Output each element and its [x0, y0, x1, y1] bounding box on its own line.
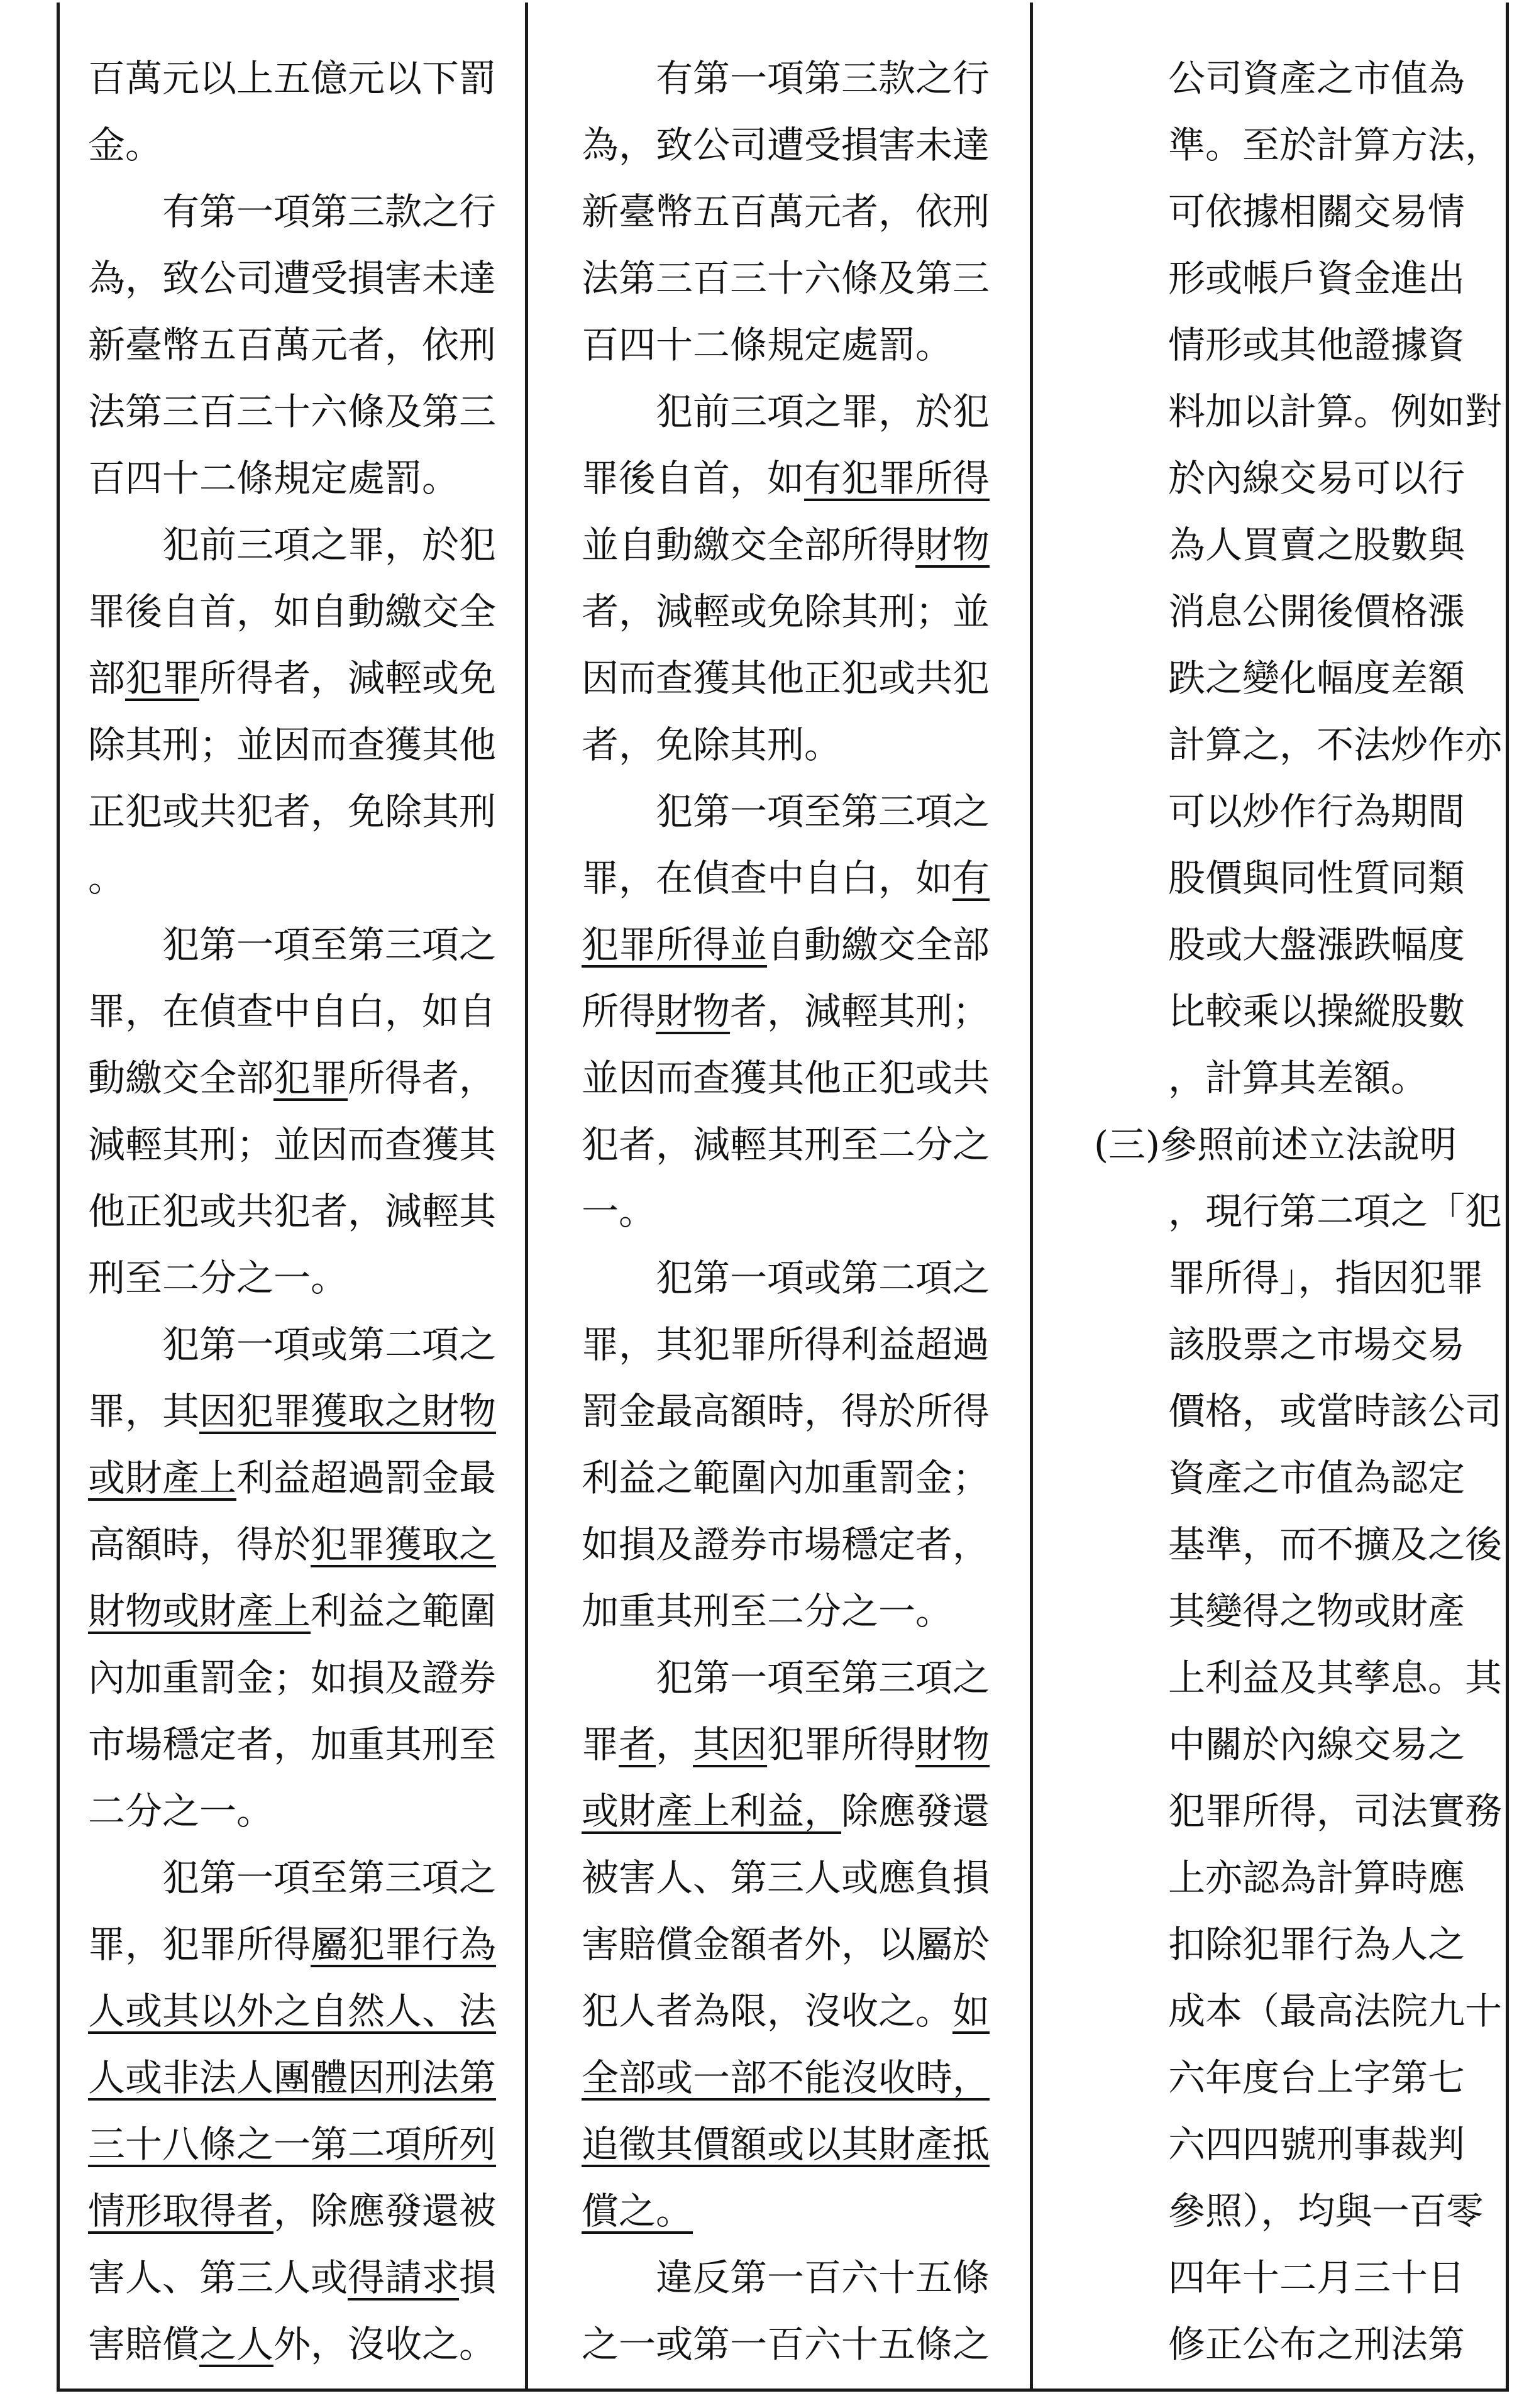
text-segment: 參照），均與一百零	[1094, 2189, 1484, 2233]
text-segment: 如損及證券市場穩定者，	[582, 1523, 990, 1566]
text-line	[1094, 978, 1490, 1045]
text-line	[1094, 2178, 1490, 2245]
underlined-amendment: 人或非法人團體因刑法第	[88, 2056, 497, 2099]
text-segment: 扣除犯罪行為人之	[1094, 1923, 1466, 1966]
text-segment: 於內線交易可以行	[1094, 456, 1466, 500]
text-segment: 基準，而不擴及之後	[1094, 1523, 1503, 1566]
text-line	[88, 179, 503, 245]
text-segment: 一。	[582, 1190, 656, 1233]
underlined-amendment: 全部或一部不能沒收時，	[582, 2056, 990, 2099]
text-line	[1094, 1112, 1490, 1178]
text-segment: 所得者，減輕或免	[199, 656, 497, 700]
text-segment: 動繳交全部	[88, 1056, 274, 1100]
text-segment: 上利益及其孳息。其	[1094, 1656, 1503, 1699]
text-line	[1094, 1045, 1490, 1112]
text-line	[582, 512, 996, 578]
text-segment: 因而查獲其他正犯或共犯	[582, 656, 990, 700]
text-line	[582, 1778, 996, 1845]
text-segment: 準。至於計算方法，	[1094, 123, 1503, 167]
underlined-amendment: 有	[952, 856, 990, 900]
text-line	[88, 1378, 503, 1445]
text-line	[1094, 1445, 1490, 1511]
text-segment: 自動繳交全部	[767, 923, 990, 966]
text-line	[88, 378, 503, 445]
text-segment: 形或帳戶資金進出	[1094, 257, 1466, 300]
text-line	[582, 179, 996, 245]
text-segment: 罪所得」，指因犯罪	[1094, 1256, 1484, 1300]
text-segment: 犯第一項至第三項之	[88, 1856, 497, 1899]
underlined-amendment: 財物	[915, 1723, 990, 1766]
text-line	[1094, 2045, 1490, 2111]
text-line	[582, 1445, 996, 1511]
text-line	[1094, 1845, 1490, 1911]
text-segment: 為人買賣之股數與	[1094, 523, 1466, 566]
text-segment: 者，減輕或免除其刑；並	[582, 590, 990, 633]
text-segment: ，現行第二項之「犯	[1094, 1190, 1503, 1233]
text-line	[1094, 1911, 1490, 1978]
text-line	[582, 2245, 996, 2311]
text-segment: 犯第一項至第三項之	[88, 923, 497, 966]
text-line	[582, 1978, 996, 2045]
text-segment: 利益超過罰金最	[236, 1456, 497, 1499]
text-segment: 罪，其	[88, 1389, 200, 1433]
text-segment: 並自動繳交全部所得	[582, 523, 916, 566]
text-line	[582, 312, 996, 378]
text-line	[582, 1178, 996, 1245]
text-segment: 資產之市值為認定	[1094, 1456, 1466, 1499]
text-line	[1094, 378, 1503, 445]
text-segment: 為，致公司遭受損害未達	[88, 257, 497, 300]
text-segment: 罪	[582, 1723, 619, 1766]
text-segment: 跌之變化幅度差額	[1094, 656, 1466, 700]
text-line	[88, 1778, 503, 1845]
text-segment: 價格，或當時該公司	[1094, 1389, 1503, 1433]
text-line	[582, 912, 996, 978]
underlined-amendment: 犯罪	[273, 1056, 348, 1100]
text-line	[1094, 1178, 1503, 1245]
text-line	[88, 1845, 503, 1911]
text-line	[582, 845, 996, 912]
text-segment: 罰金最高額時，得於所得	[582, 1389, 990, 1433]
text-segment: 有第一項第三款之行	[88, 190, 497, 233]
text-segment: 情形或其他證據資	[1094, 323, 1466, 367]
text-line	[582, 445, 996, 512]
text-line	[582, 1911, 996, 1978]
text-line	[582, 1112, 996, 1178]
text-line	[88, 245, 503, 312]
text-line	[88, 712, 503, 778]
text-line	[582, 1711, 996, 1778]
text-segment: 公司資產之市值為	[1094, 57, 1466, 100]
text-segment: ，計算其差額。	[1094, 1056, 1428, 1100]
text-line	[88, 1978, 503, 2045]
text-line	[582, 778, 996, 845]
column-divider-2	[1030, 3, 1033, 2389]
text-line	[582, 245, 996, 312]
text-line	[1094, 1378, 1503, 1445]
underlined-amendment: 財物	[656, 990, 731, 1033]
underlined-amendment: 償之。	[582, 2189, 693, 2233]
text-segment: 除其刑；並因而查獲其他	[88, 723, 497, 766]
text-segment: 修正公布之刑法第	[1094, 2322, 1466, 2366]
text-line	[88, 2111, 503, 2178]
underlined-amendment: 因犯罪獲取之財物	[199, 1389, 497, 1433]
text-segment: 上亦認為計算時應	[1094, 1856, 1466, 1899]
text-segment: 犯第一項或第二項之	[88, 1323, 497, 1366]
underlined-amendment: 屬犯罪行為	[311, 1923, 497, 1966]
underlined-amendment: 犯罪獲取之	[311, 1523, 497, 1566]
text-line	[88, 645, 503, 712]
text-line	[88, 1445, 503, 1511]
text-line	[1094, 512, 1490, 578]
text-line	[582, 1378, 996, 1445]
text-line	[582, 1245, 996, 1312]
text-line	[1094, 912, 1490, 978]
text-segment: 違反第一百六十五條	[582, 2256, 990, 2299]
text-segment: 消息公開後價格漲	[1094, 590, 1466, 633]
text-line	[88, 1312, 503, 1378]
text-line	[88, 2311, 503, 2378]
text-line	[1094, 1778, 1503, 1845]
text-line	[88, 445, 503, 512]
text-segment: 有第一項第三款之行	[582, 57, 990, 100]
text-segment: 。	[88, 856, 126, 900]
text-segment: 外，沒收之。	[273, 2322, 497, 2366]
text-segment: 高額時，得於	[88, 1523, 311, 1566]
text-segment: 所得	[582, 990, 656, 1033]
text-line	[1094, 112, 1503, 179]
underlined-amendment: 人或其以外之自然人、法	[88, 1989, 497, 2033]
text-line	[1094, 1711, 1490, 1778]
text-segment: 犯罪所得	[767, 1723, 916, 1766]
text-segment: 者，免除其刑。	[582, 723, 842, 766]
text-line	[88, 1911, 503, 1978]
text-line	[88, 312, 503, 378]
text-segment: 害人、第三人或	[88, 2256, 348, 2299]
text-line	[1094, 1245, 1490, 1312]
text-segment: 罪，在偵查中自白，如	[582, 856, 953, 900]
text-segment: 利益之範圍	[311, 1589, 497, 1633]
text-segment: 犯第一項或第二項之	[582, 1256, 990, 1300]
text-segment: 並因而查獲其他正犯或共	[582, 1056, 990, 1100]
text-line	[582, 578, 996, 645]
text-segment: 新臺幣五百萬元者，依刑	[88, 323, 497, 367]
text-segment: 犯第一項至第三項之	[582, 1656, 990, 1699]
text-line	[582, 1511, 996, 1578]
text-line	[88, 1511, 503, 1578]
text-segment: (三)參照前述立法說明	[1094, 1123, 1457, 1166]
underlined-amendment: 之人	[199, 2322, 274, 2366]
text-line	[1094, 845, 1490, 912]
text-line	[88, 845, 503, 912]
text-segment: 被害人、第三人或應負損	[582, 1856, 990, 1899]
text-segment: 百萬元以上五億元以下罰	[88, 57, 497, 100]
text-segment: 犯前三項之罪，於犯	[582, 390, 990, 433]
text-segment: 罪，其犯罪所得利益超過	[582, 1323, 990, 1366]
text-segment: ，除應發還被	[273, 2189, 497, 2233]
text-line	[88, 2245, 503, 2311]
column-middle-amended-text	[582, 45, 996, 2378]
text-segment: 犯前三項之罪，於犯	[88, 523, 497, 566]
underlined-amendment: 財物或財產上	[88, 1589, 311, 1633]
text-line	[88, 1112, 503, 1178]
text-line	[1094, 245, 1490, 312]
text-segment: 除應發還	[841, 1789, 990, 1833]
text-line	[582, 2178, 996, 2245]
text-segment: 犯人者為限，沒收之。	[582, 1989, 953, 2033]
text-line	[88, 1578, 503, 1645]
text-line	[88, 778, 503, 845]
text-line	[88, 45, 503, 112]
text-line	[88, 512, 503, 578]
underlined-amendment: 三十八條之一第二項所列	[88, 2123, 497, 2166]
text-segment: 減輕其刑；並因而查獲其	[88, 1123, 497, 1166]
underlined-amendment: 犯罪	[125, 656, 200, 700]
text-segment: 料加以計算。例如對	[1094, 390, 1503, 433]
text-line	[88, 1645, 503, 1711]
text-segment: 犯者，減輕其刑至二分之	[582, 1123, 990, 1166]
underlined-amendment: 或財產上	[88, 1456, 237, 1499]
text-line	[582, 378, 996, 445]
underlined-amendment: 得請求	[348, 2256, 460, 2299]
text-line	[1094, 2311, 1490, 2378]
text-segment: 害賠償	[88, 2322, 200, 2366]
text-segment: 可以炒作行為期間	[1094, 790, 1466, 833]
text-line	[582, 712, 996, 778]
text-segment: 之一或第一百六十五條之	[582, 2322, 990, 2366]
text-segment: 者，減輕其刑；	[730, 990, 990, 1033]
text-segment: 所得者，	[348, 1056, 497, 1100]
text-line	[88, 1178, 503, 1245]
text-segment: 犯罪所得，司法實務	[1094, 1789, 1503, 1833]
text-segment: 百四十二條規定處罰。	[582, 323, 953, 367]
text-segment: 百四十二條規定處罰。	[88, 456, 460, 500]
text-segment: 刑至二分之一。	[88, 1256, 348, 1300]
text-line	[1094, 1511, 1503, 1578]
text-line	[1094, 1978, 1503, 2045]
text-line	[1094, 445, 1490, 512]
text-line	[582, 978, 996, 1045]
text-line	[1094, 2111, 1490, 2178]
text-line	[88, 112, 503, 179]
underlined-amendment: 犯罪所得並	[582, 923, 768, 966]
text-segment: 中關於內線交易之	[1094, 1723, 1466, 1766]
text-segment: 利益之範圍內加重罰金；	[582, 1456, 990, 1499]
underlined-amendment: 者	[619, 1723, 656, 1766]
text-line	[582, 45, 996, 112]
text-line	[1094, 179, 1490, 245]
text-line	[1094, 312, 1490, 378]
text-segment: 法第三百三十六條及第三	[582, 257, 990, 300]
text-line	[1094, 712, 1503, 778]
text-segment: 犯第一項至第三項之	[582, 790, 990, 833]
text-line	[88, 1711, 503, 1778]
text-line	[582, 645, 996, 712]
text-segment: 金。	[88, 123, 163, 167]
text-line	[88, 912, 503, 978]
text-segment: 六四四號刑事裁判	[1094, 2123, 1466, 2166]
text-segment: 罪後自首，如	[582, 456, 805, 500]
text-segment: 該股票之市場交易	[1094, 1323, 1466, 1366]
underlined-amendment: 有犯罪所得	[804, 456, 990, 500]
text-segment: 其變得之物或財產	[1094, 1589, 1466, 1633]
underlined-amendment: 追徵其價額或以其財產抵	[582, 2123, 990, 2166]
underlined-amendment: 其因	[693, 1723, 768, 1766]
text-segment: 損	[459, 2256, 497, 2299]
column-divider-1	[525, 3, 528, 2389]
text-line	[88, 978, 503, 1045]
text-segment: 股或大盤漲跌幅度	[1094, 923, 1466, 966]
text-segment: 比較乘以操縱股數	[1094, 990, 1466, 1033]
text-segment: 新臺幣五百萬元者，依刑	[582, 190, 990, 233]
text-line	[88, 1045, 503, 1112]
column-right-explanation	[1094, 45, 1503, 2378]
underlined-amendment: 財物	[915, 523, 990, 566]
text-line	[582, 1578, 996, 1645]
text-line	[1094, 578, 1490, 645]
text-segment: 計算之，不法炒作亦	[1094, 723, 1503, 766]
text-line	[1094, 1312, 1490, 1378]
text-line	[1094, 45, 1490, 112]
text-segment: 四年十二月三十日	[1094, 2256, 1466, 2299]
text-segment: ，	[656, 1723, 693, 1766]
text-line	[1094, 645, 1490, 712]
text-line	[1094, 1578, 1490, 1645]
text-line	[582, 112, 996, 179]
text-segment: 市場穩定者，加重其刑至	[88, 1723, 497, 1766]
text-line	[88, 1245, 503, 1312]
text-segment: 為，致公司遭受損害未達	[582, 123, 990, 167]
text-line	[582, 1312, 996, 1378]
text-line	[582, 2045, 996, 2111]
text-line	[1094, 1645, 1503, 1711]
text-line	[582, 2111, 996, 2178]
text-line	[88, 2045, 503, 2111]
text-segment: 罪，在偵查中自白，如自	[88, 990, 497, 1033]
text-segment: 法第三百三十六條及第三	[88, 390, 497, 433]
text-line	[582, 1845, 996, 1911]
text-segment: 二分之一。	[88, 1789, 274, 1833]
text-line	[582, 2311, 996, 2378]
text-segment: 罪，犯罪所得	[88, 1923, 311, 1966]
text-segment: 成本（最高法院九十	[1094, 1989, 1503, 2033]
text-segment: 內加重罰金；如損及證券	[88, 1656, 497, 1699]
text-segment: 加重其刑至二分之一。	[582, 1589, 953, 1633]
text-line	[88, 2178, 503, 2245]
column-left-current-law-text	[88, 45, 503, 2378]
text-segment: 股價與同性質同類	[1094, 856, 1466, 900]
text-line	[1094, 778, 1490, 845]
text-line	[1094, 2245, 1490, 2311]
text-segment: 正犯或共犯者，免除其刑	[88, 790, 497, 833]
text-segment: 他正犯或共犯者，減輕其	[88, 1190, 497, 1233]
text-segment: 害賠償金額者外，以屬於	[582, 1923, 990, 1966]
underlined-amendment: 如	[952, 1989, 990, 2033]
text-line	[88, 578, 503, 645]
underlined-amendment: 或財產上利益，	[582, 1789, 842, 1833]
text-line	[582, 1045, 996, 1112]
text-segment: 可依據相關交易情	[1094, 190, 1466, 233]
text-segment: 部	[88, 656, 126, 700]
text-segment: 罪後自首，如自動繳交全	[88, 590, 497, 633]
text-segment: 六年度台上字第七	[1094, 2056, 1466, 2099]
text-line	[582, 1645, 996, 1711]
underlined-amendment: 情形取得者	[88, 2189, 274, 2233]
